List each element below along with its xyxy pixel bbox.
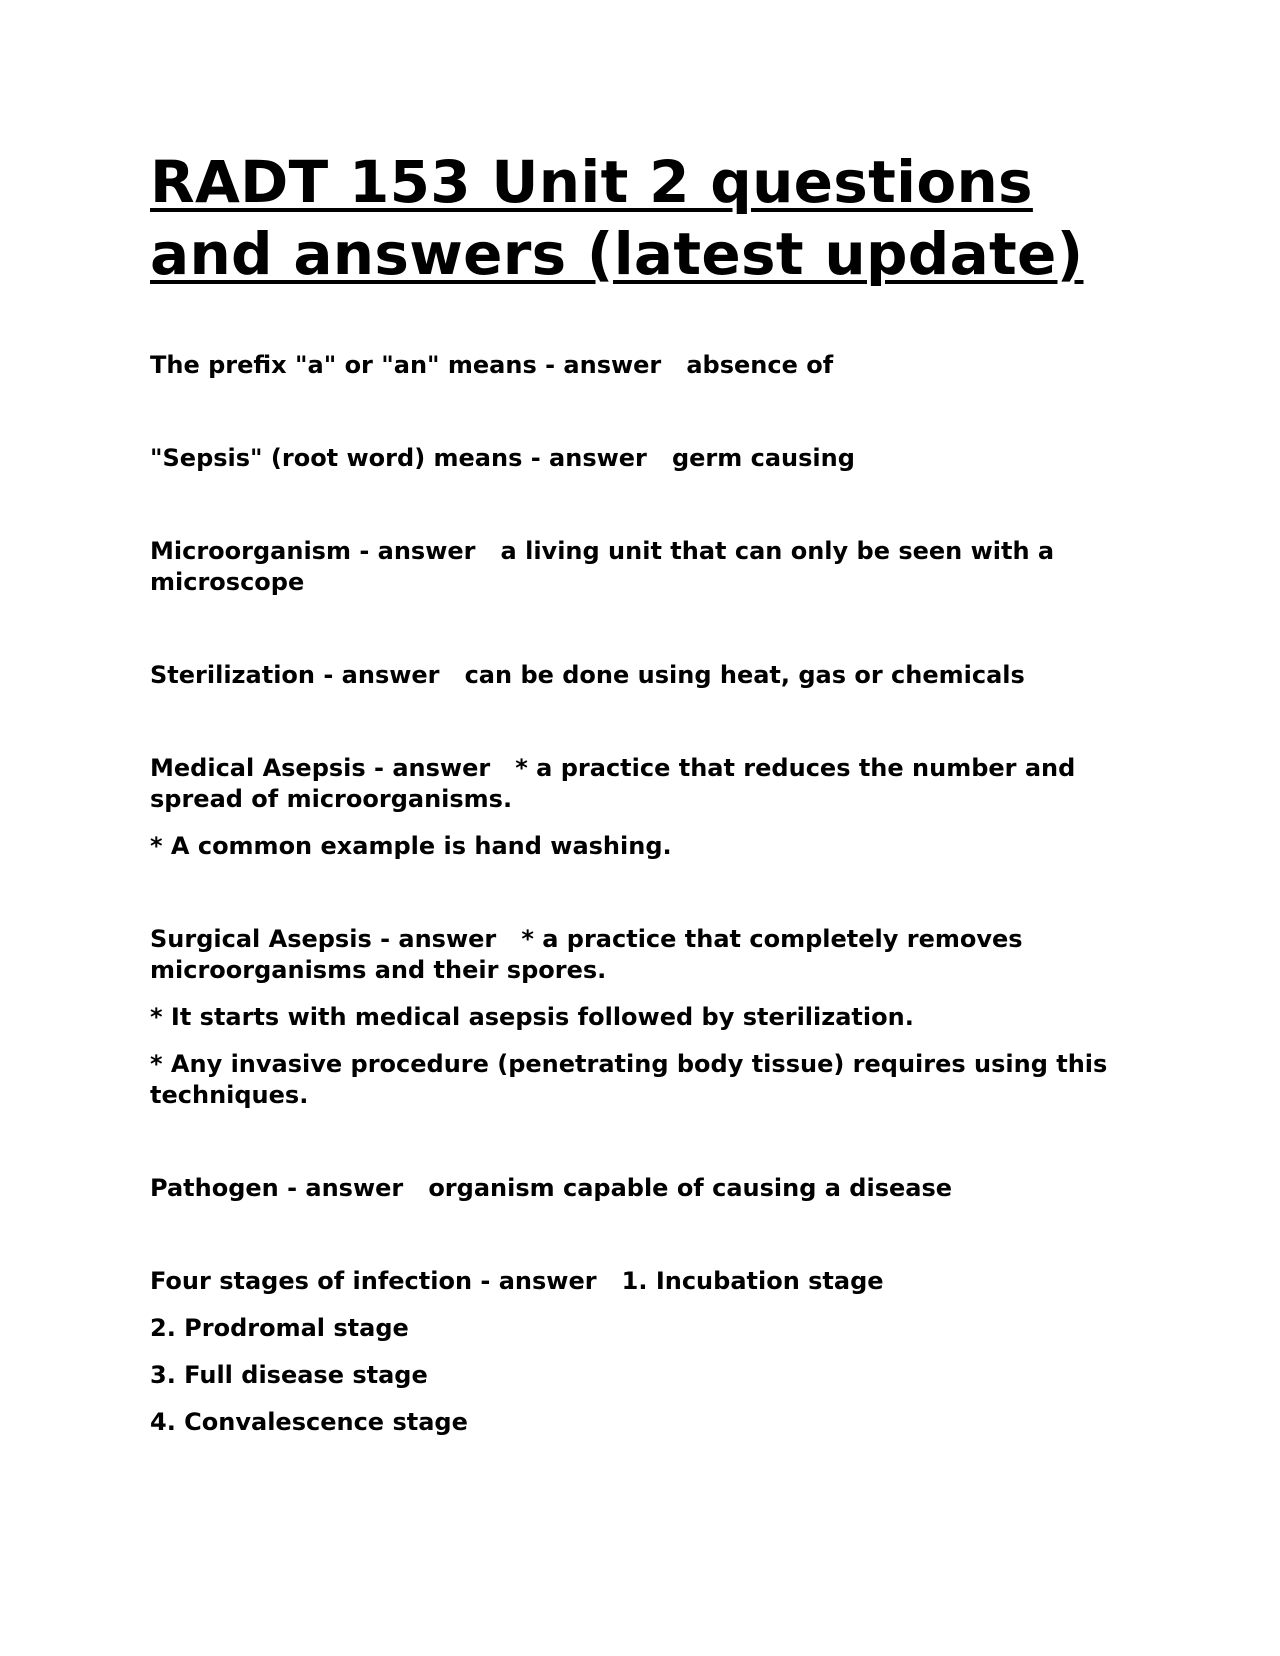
qa-line: Surgical Asepsis - answer * a practice that completely removes microorganisms and their spores. bbox=[150, 925, 1031, 984]
qa-line: 3. Full disease stage bbox=[150, 1361, 428, 1389]
qa-entry bbox=[150, 350, 1140, 381]
qa-line: Microorganism - answer a living unit that can only be seen with a microscope bbox=[150, 537, 1063, 596]
qa-line: 4. Convalescence stage bbox=[150, 1408, 468, 1436]
document-title: RADT 153 Unit 2 questions and answers (latest update) bbox=[150, 148, 1084, 288]
document-content bbox=[150, 146, 1140, 1438]
qa-line: The prefix "a" or "an" means - answer absence of bbox=[150, 351, 834, 379]
qa-line: 2. Prodromal stage bbox=[150, 1314, 409, 1342]
qa-entry bbox=[150, 1266, 1140, 1438]
qa-line: * It starts with medical asepsis followed by sterilization. bbox=[150, 1003, 914, 1031]
qa-entry bbox=[150, 660, 1140, 691]
qa-line: Pathogen - answer organism capable of causing a disease bbox=[150, 1174, 953, 1202]
qa-line: * Any invasive procedure (penetrating body tissue) requires using this techniques. bbox=[150, 1050, 1116, 1109]
qa-line: Four stages of infection - answer 1. Incubation stage bbox=[150, 1267, 884, 1295]
qa-line: * A common example is hand washing. bbox=[150, 832, 672, 860]
qa-entry bbox=[150, 924, 1140, 1111]
qa-entry bbox=[150, 753, 1140, 862]
qa-entry bbox=[150, 1173, 1140, 1204]
qa-line: "Sepsis" (root word) means - answer germ causing bbox=[150, 444, 855, 472]
qa-list bbox=[150, 350, 1140, 1438]
qa-line: Medical Asepsis - answer * a practice that reduces the number and spread of microorganisms. bbox=[150, 754, 1084, 813]
qa-entry bbox=[150, 443, 1140, 474]
qa-entry bbox=[150, 536, 1140, 598]
qa-line: Sterilization - answer can be done using heat, gas or chemicals bbox=[150, 661, 1025, 689]
